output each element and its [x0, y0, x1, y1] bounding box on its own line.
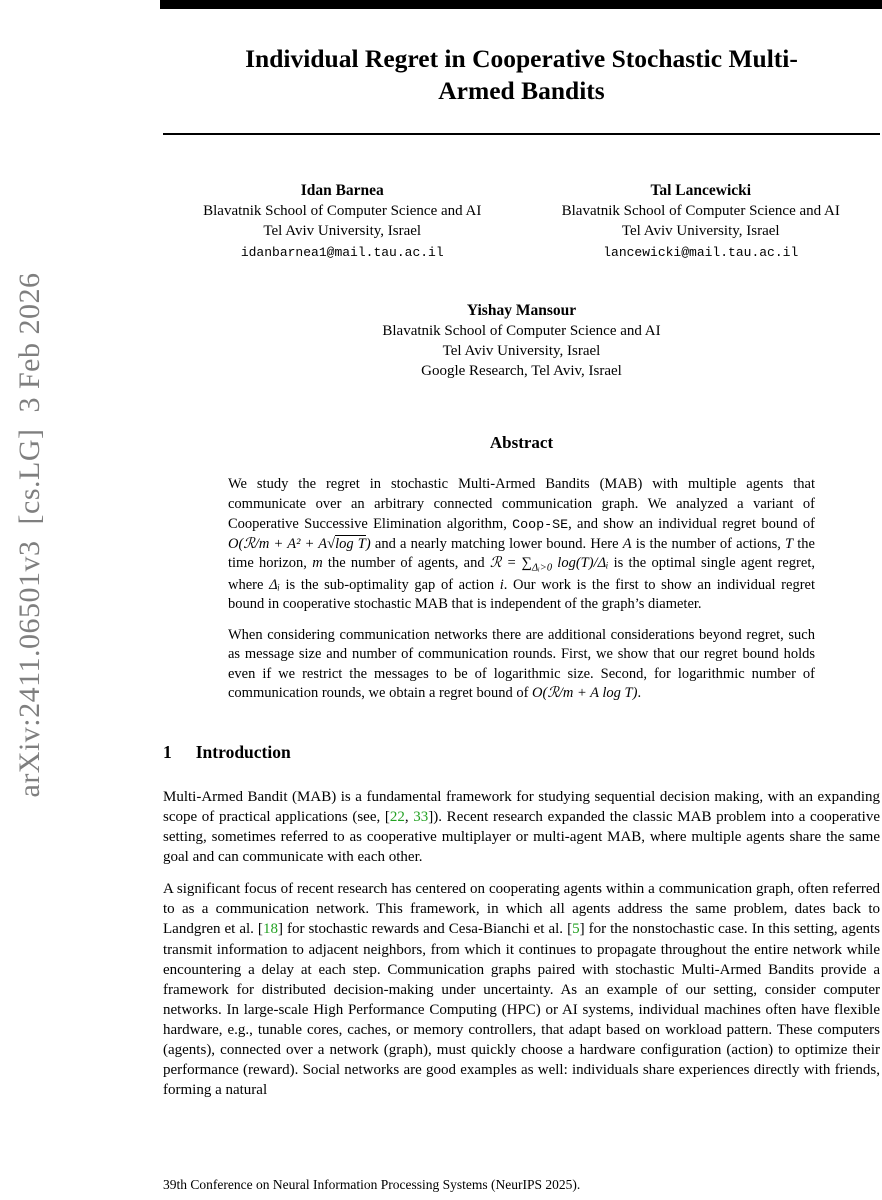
text-run: When considering communication networks there are additional considerations beyond regret, such as message size and number of communication rounds. First, we show that our regret bound holds even if we restrict the messages to be of logarithmic size. Second, for logarithmic number of communication rounds, we obtain a regret bound of — [228, 626, 815, 702]
abstract-paragraph-2 — [228, 626, 815, 704]
top-black-bar — [160, 0, 882, 9]
citation-link-22[interactable]: 22 — [389, 809, 405, 825]
author-block-idan-barnea — [163, 181, 522, 261]
author-affiliation: Blavatnik School of Computer Science and AI — [561, 202, 840, 219]
math-var-T: T — [785, 535, 794, 552]
text-run: is the sub-optimality gap of action — [279, 576, 500, 593]
author-email: idanbarnea1@mail.tau.ac.il — [240, 244, 444, 260]
abstract-section — [228, 475, 815, 703]
author-name: Yishay Mansour — [466, 302, 577, 320]
author-block-tal-lancewicki — [522, 181, 881, 261]
paper-content — [163, 9, 880, 1100]
text-run: . — [637, 685, 642, 702]
author-affiliation: Tel Aviv University, Israel — [621, 222, 780, 239]
citation-link-18[interactable]: 18 — [262, 921, 278, 938]
author-affiliation: Blavatnik School of Computer Science and AI — [382, 322, 661, 339]
math-sum-subscript: Δᵢ>0 — [532, 562, 553, 574]
text-run: Multi-Armed Bandit (MAB) is a fundamental framework for studying sequential decision making, with an expanding scope of practical applications (see, [ — [163, 788, 880, 825]
author-affiliation: Blavatnik School of Computer Science and AI — [203, 202, 482, 219]
math-var-delta-i: Δᵢ — [269, 576, 280, 593]
code-inline-coop-se: Coop-SE — [512, 517, 569, 533]
text-run: We study the regret in stochastic Multi-Armed Bandits (MAB) with multiple agents that communicate over an arbitrary connected communication graph. We analyzed a variant of Cooperative Successive Elimination algorithm, — [228, 476, 815, 532]
author-email: lancewicki@mail.tau.ac.il — [603, 244, 799, 260]
text-run: , and show an individual regret bound of — [568, 515, 815, 532]
text-run: is the optimal single agent regret, where — [228, 555, 815, 593]
text-run: , — [404, 809, 414, 825]
text-run: and a nearly matching lower bound. Here — [370, 535, 623, 552]
math-sqrt-radicand: log T — [335, 535, 366, 552]
math-close-paren: ) — [365, 535, 371, 552]
math-regret-bound-rounds: O(ℛ/m + A log T) — [532, 685, 638, 702]
text-run: A significant focus of recent research has centered on cooperating agents within a communication graph, often referred to as a communication network. This framework, in which all agents address the same problem, dates back to Landgren et al. [ — [163, 881, 880, 938]
footer-note: 39th Conference on Neural Information Processing Systems (NeurIPS 2025). — [163, 1177, 581, 1192]
text-run: is the number of actions, — [631, 535, 786, 552]
text-run: the time horizon, — [228, 535, 815, 572]
text-run: ] for stochastic rewards and Cesa-Bianchi et al. [ — [277, 921, 573, 938]
citation-link-5[interactable]: 5 — [572, 921, 580, 938]
author-affiliation: Tel Aviv University, Israel — [442, 342, 601, 359]
math-var-m: m — [312, 555, 323, 572]
text-run: the number of agents, and — [322, 555, 490, 572]
text-run: ]). Recent research expanded the classic MAB problem into a cooperative setting, sometimes referred to as cooperative multiplayer or multi-agent MAB, where multiple agents share the same goal and can communicate with each other. — [163, 809, 881, 866]
math-regret-def-rest: log(T)/Δᵢ — [552, 555, 609, 572]
arxiv-watermark: arXiv:2411.06501v3 [cs.LG] 3 Feb 2026 — [13, 272, 46, 798]
title-rule — [163, 133, 880, 135]
paper-title: Individual Regret in Cooperative Stochastic Multi-Armed Bandits — [245, 44, 798, 106]
authors-row — [163, 181, 880, 261]
math-var-A: A — [622, 535, 632, 552]
math-var-i: i — [499, 576, 504, 593]
math-regret-bound: O(ℛ/m + A² + A√ — [228, 535, 336, 552]
intro-paragraph-2 — [163, 879, 880, 1100]
section-heading-introduction — [163, 742, 880, 763]
abstract-heading: Abstract — [489, 433, 554, 453]
section-title: Introduction — [195, 741, 291, 762]
author-affiliation: Google Research, Tel Aviv, Israel — [421, 362, 622, 379]
author-block-yishay-mansour — [163, 301, 880, 381]
text-run: . Our work is the first to show an individual regret bound in cooperative stochastic MAB that is independent of the graph’s diameter. — [228, 576, 815, 613]
citation-link-33[interactable]: 33 — [413, 809, 429, 825]
intro-paragraph-1 — [163, 787, 880, 867]
math-regret-def: ℛ = ∑ — [489, 555, 532, 572]
section-number: 1 — [163, 741, 172, 762]
text-run: ] for the nonstochastic case. In this setting, agents transmit information to adjacent neighbors, from which it continues to propagate throughout the entire network while encountering a delay at each step. Communication graphs paired with stochastic Multi-Armed Bandits provide a framework for distributed decision-making under uncertainty. As an example of our setting, consider computer networks. In large-scale High Performance Computing (HPC) or AI systems, individual machines often have flexible hardware, e.g., tunable cores, caches, or memory controllers, that adapt based on workload pattern. These computers (agents), connected over a network (graph), must quickly choose a hardware configuration (action) to optimize their performance (reward). Social networks are good examples as well: individuals share experiences directly with friends, forming a natural — [163, 921, 880, 1099]
author-name: Tal Lancewicki — [650, 182, 752, 200]
abstract-paragraph-1 — [228, 475, 815, 614]
author-affiliation: Tel Aviv University, Israel — [263, 222, 422, 239]
author-name: Idan Barnea — [300, 182, 384, 200]
